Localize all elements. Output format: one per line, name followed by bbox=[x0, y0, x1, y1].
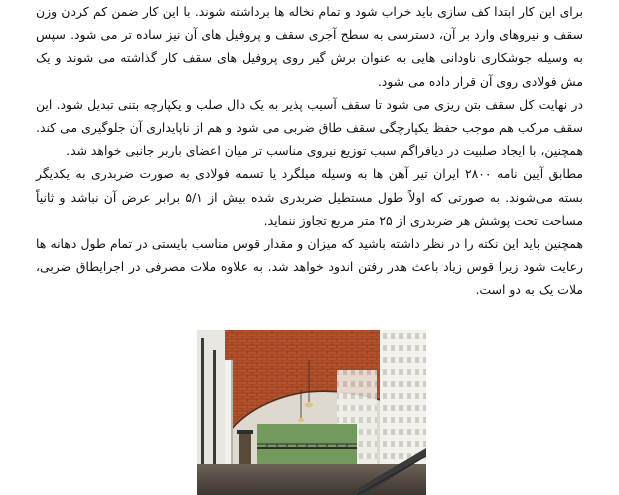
paragraph-2: در نهایت کل سقف بتن ریزی می شود تا سقف آسیب پذیر به یک دال صلب و یکپارچه بتنی تبدیل شود. این سقف مرکب هم موجب حفظ یکپارچگی سقف طاق ضربی می شود و هم از ناپایداری آن جلوگیری می کند. همچنین، با ایجاد صلبیت در دیافراگم سبب توزیع نیروی مناسب تر میان اعضای باربر جانبی خواهد شد. bbox=[36, 96, 583, 159]
article-body bbox=[36, 0, 583, 302]
paragraph-3: مطابق آیین نامه ۲۸۰۰ ایران تیر آهن ها به وسیله میلگرد یا تسمه فولادی به صورت ضربدری به یکدیگر بسته می‌شوند. به صورتی که اولاً طول مستطیل ضربدری شده بیش از ۵/۱ برابر عرض آن نباشد و ثانیاً مساحت تحت پوشش هر ضربدری از ۲۵ متر مربع تجاوز ننماید. bbox=[36, 166, 584, 228]
photo-brick-vaulted-ceiling-icon bbox=[197, 330, 426, 495]
paragraph-1: برای این کار ابتدا کف سازی باید خراب شود و تمام نخاله ها برداشته شوند. با این کار ضمن کم کردن وزن سقف و نیروهای وارد بر آن، دسترسی به سطح آجری سقف و پروفیل های آن نیز ساده تر می شود. سپس به وسیله جوشکاری ناودانی هایی به عنوان برش گیر روی پروفیل های سقف کار گذاشته می شوند و یک مش فولادی روی آن قرار داده می شود. bbox=[36, 4, 583, 89]
paragraph-4: همچنین باید این نکته را در نظر داشته باشید که میزان و مقدار قوس مناسب بایستی در تمام طول دهانه ها رعایت شود زیرا قوس زیاد باعث هدر رفتن اندود خواهد شد. به علاوه ملات مصرفی در اجرا‌یطاق ضربی، ملات یک به دو است. bbox=[36, 236, 583, 298]
